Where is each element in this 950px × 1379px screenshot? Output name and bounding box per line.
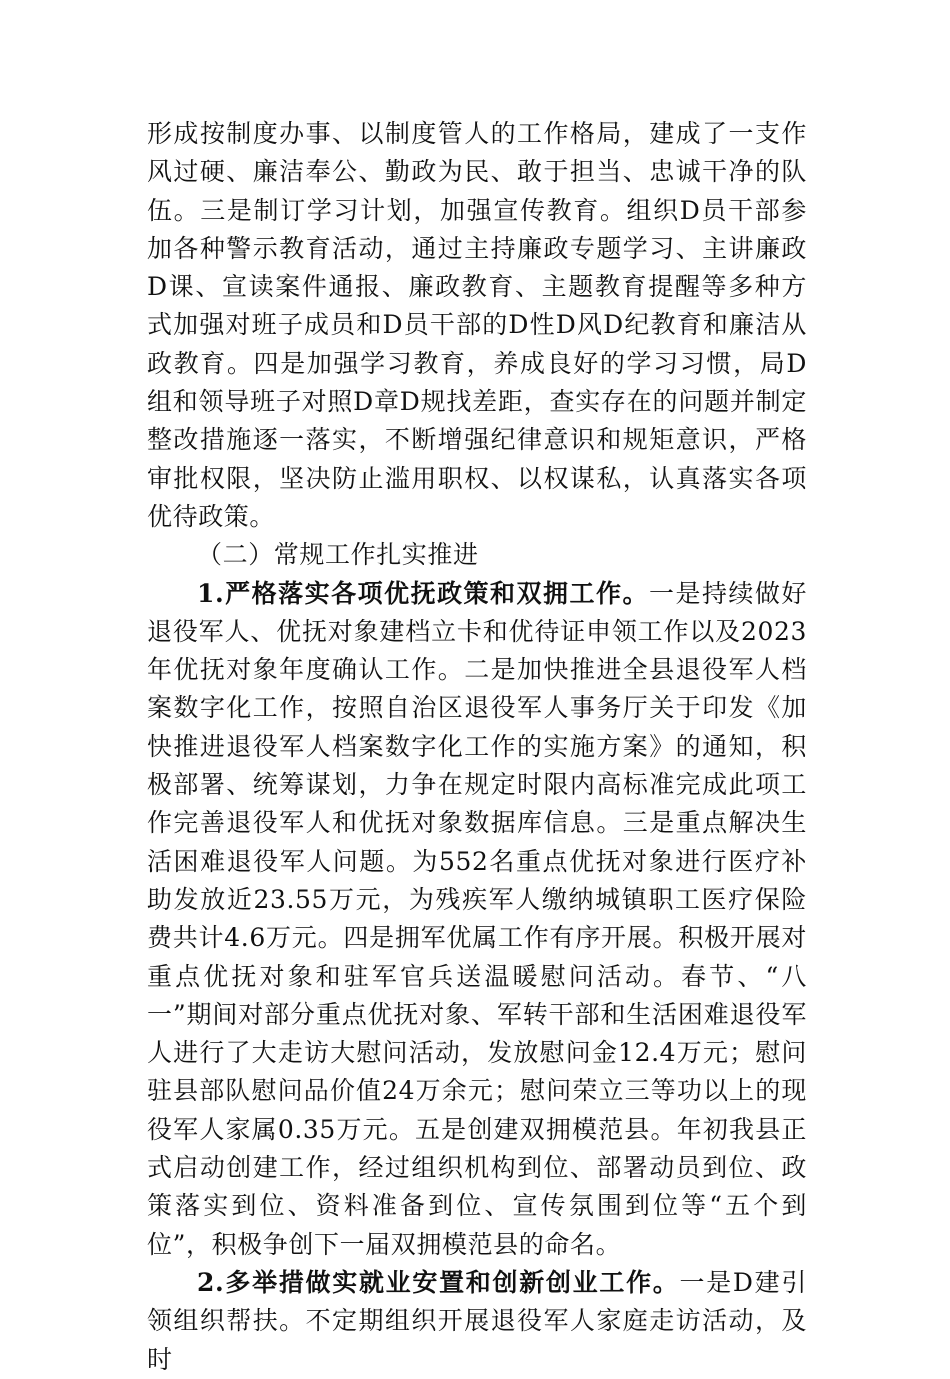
item-1-body: 一是持续做好退役军人、优抚对象建档立卡和优待证申领工作以及2023年优抚对象年度确认工作。二是加快推进全县退役军人档案数字化工作，按照自治区退役军人事务厅关于印发《加快推进退役军人档案数字化工作的实施方案》的通知，积极部署、统筹谋划，力争在规定时限内高标准完成此项工作完善退役军人和优抚对象数据库信息。三是重点解决生活困难退役军人问题。为552名重点优抚对象进行医疗补助发放近23.55万元，为残疾军人缴纳城镇职工医疗保险费共计4.6万元。四是拥军优属工作有序开展。积极开展对重点优抚对象和驻军官兵送温暖慰问活动。春节、“八一”期间对部分重点优抚对象、军转干部和生活困难退役军人进行了大走访大慰问活动，发放慰问金12.4万元；慰问驻县部队慰问品价值24万余元；慰问荣立三等功以上的现役军人家属0.35万元。五是创建双拥模范县。年初我县正式启动创建工作，经过组织机构到位、部署动员到位、政策落实到位、资料准备到位、宣传氛围到位等“五个到位”，积极争创下一届双拥模范县的命名。 — [147, 578, 807, 1259]
section-heading: （二）常规工作扎实推进 — [197, 540, 479, 570]
document-body — [147, 115, 807, 1379]
item-2-bold-lead: 2.多举措做实就业安置和创新创业工作。 — [197, 1267, 680, 1297]
item-1-bold-lead: 1.严格落实各项优抚政策和双拥工作。 — [197, 578, 649, 608]
paragraph-continuation: 形成按制度办事、以制度管人的工作格局，建成了一支作风过硬、廉洁奉公、勤政为民、敢于担当、忠诚干净的队伍。三是制订学习计划，加强宣传教育。组织D员干部参加各种警示教育活动，通过主持廉政专题学习、主讲廉政D课、宣读案件通报、廉政教育、主题教育提醒等多种方式加强对班子成员和D员干部的D性D风D纪教育和廉洁从政教育。四是加强学习教育，养成良好的学习习惯，局D组和领导班子对照D章D规找差距，查实存在的问题并制定整改措施逐一落实，不断增强纪律意识和规矩意识，严格审批权限，坚决防止滥用职权、以权谋私，认真落实各项优待政策。 — [147, 119, 807, 531]
paragraph-item-2 — [147, 1264, 807, 1379]
item-2-body: 一是D建引领组织帮扶。不定期组织开展退役军人家庭走访活动，及时 — [147, 1267, 807, 1374]
paragraph-item-1 — [147, 575, 807, 1264]
